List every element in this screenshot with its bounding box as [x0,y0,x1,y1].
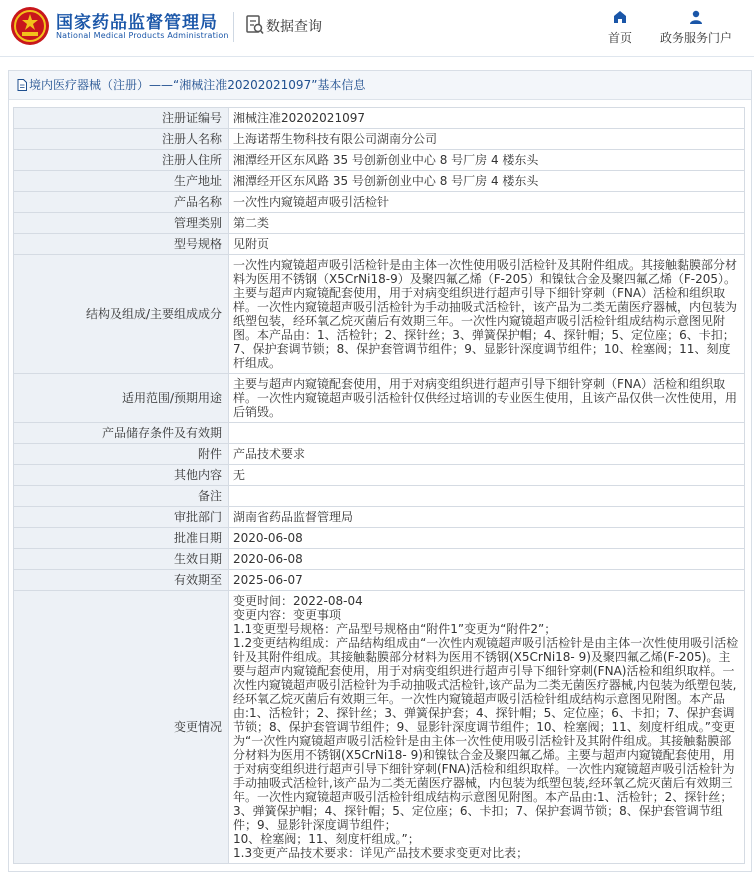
site-header [0,0,754,57]
table-row [14,423,745,444]
table-row [14,108,745,129]
table-row [14,465,745,486]
table-row [14,507,745,528]
field-label: 生产地址 [14,171,229,192]
field-label: 备注 [14,486,229,507]
breadcrumb-text: 境内医疗器械（注册）——“湘械注准20202021097”基本信息 [29,78,366,92]
header-divider [233,12,234,42]
field-value: 2025-06-07 [229,570,745,591]
nav-gov-portal[interactable] [658,9,734,46]
field-label: 适用范围/预期用途 [14,374,229,423]
field-value: 变更时间：2022-08-04 变更内容：变更事项 1.1变更型号规格：产品型号规格由“附件1”变更为“附件2”； 1.2变更结构组成：产品结构组成由“一次性内观镜超声吸引活检针是由主体一次性使用吸引活检针及其附件组成。其接触黏膜部分材料为医用不锈钢(X5CrNi18- 9)及聚四氟乙烯(F-205)。主要与超声内窥镜配套使用，用于对病变组织进行超声引导下细针穿刺(FNA)活检和组织取样。一次性内窥镜超声吸引活检针为手动抽吸式活检针,该产品为二类无菌医疗器械,内包装为纸塑包装,经环氧乙烷灭菌后有效期三年。一次性内窥镜超声吸引活检针组成结构示意图见附图。本产品由:1、活检针；2、探针丝；3、弹簧保护套；4、探针帽；5、定位座；6、卡扣；7、保护套调节锁；8、保护套管调节组件；9、显影针深度调节组件；10、栓塞阀；11、刻度杆组成。”变更为“一次性内窥镜超声吸引活检针是由主体一次性使用吸引活检针及其附件组成。其接触黏膜部分材料为医用不锈钢(X5CrNi18- 9)和镍钛合金及聚四氟乙烯。主要与超声内窥镜配套使用，用于对病变组织进行超声引导下细针穿刺(FNA)活检和组织取样。一次性内窥镜超声吸引活检针为手动抽吸式活检针,该产品为二类无菌医疗器械，内包装为纸塑包装,经环氧乙烷灭菌后有效期三年。一次性内窥镜超声吸引活检针组成结构示意图见附图。本产品由:1、活检针；2、探针丝；3、弹簧保护帽；4、探针帽；5、定位座；6、卡扣；7、保护套调节锁；8、保护套管调节组件；9、显影针深度调节组件； 10、栓塞阀；11、刻度杆组成。”； 1.3变更产品技术要求：详见产品技术要求变更对比表； [229,591,745,864]
field-label: 审批部门 [14,507,229,528]
table-row [14,570,745,591]
nav-home-label: 首页 [607,31,632,45]
field-label: 结构及组成/主要组成成分 [14,255,229,374]
field-label: 注册人住所 [14,150,229,171]
table-row [14,234,745,255]
field-value: 2020-06-08 [229,528,745,549]
field-value: 产品技术要求 [229,444,745,465]
table-row [14,374,745,423]
field-label: 管理类别 [14,213,229,234]
field-value: 第二类 [229,213,745,234]
table-row [14,255,745,374]
site-subtitle: National Medical Products Administration [56,31,229,40]
field-value: 湘潭经开区东风路 35 号创新创业中心 8 号厂房 4 楼东头 [229,171,745,192]
field-value: 湘潭经开区东风路 35 号创新创业中心 8 号厂房 4 楼东头 [229,150,745,171]
field-label: 有效期至 [14,570,229,591]
field-label: 注册证编号 [14,108,229,129]
breadcrumb [9,71,751,100]
field-value: 一次性内窥镜超声吸引活检针 [229,192,745,213]
field-label: 型号规格 [14,234,229,255]
table-row [14,213,745,234]
field-label: 产品储存条件及有效期 [14,423,229,444]
data-query-label[interactable]: 数据查询 [266,19,322,35]
field-value: 湘械注准20202021097 [229,108,745,129]
field-value: 无 [229,465,745,486]
data-query-icon[interactable] [246,15,264,35]
field-value: 2020-06-08 [229,549,745,570]
home-icon [612,9,628,25]
table-row [14,549,745,570]
site-title[interactable]: 国家药品监督管理局 [56,13,218,33]
table-row [14,129,745,150]
table-row [14,591,745,864]
field-value [229,486,745,507]
table-row [14,486,745,507]
table-row [14,192,745,213]
field-label: 生效日期 [14,549,229,570]
field-label: 附件 [14,444,229,465]
user-icon [688,9,704,25]
field-label: 变更情况 [14,591,229,864]
nav-gov-label: 政务服务门户 [659,31,732,45]
field-value: 见附页 [229,234,745,255]
table-row [14,528,745,549]
table-row [14,171,745,192]
table-row [14,150,745,171]
document-icon [17,79,27,91]
field-label: 批准日期 [14,528,229,549]
detail-panel [8,70,752,872]
national-emblem-icon[interactable] [10,6,50,46]
device-info-table [13,107,745,864]
field-value: 湖南省药品监督管理局 [229,507,745,528]
field-value: 主要与超声内窥镜配套使用，用于对病变组织进行超声引导下细针穿刺（FNA）活检和组织取样。一次性内窥镜超声吸引活检针仅供经过培训的专业医生使用，且该产品仅供一次性使用，用后销毁。 [229,374,745,423]
field-value: 上海诺帮生物科技有限公司湖南分公司 [229,129,745,150]
field-value: 一次性内窥镜超声吸引活检针是由主体一次性使用吸引活检针及其附件组成。其接触黏膜部分材料为医用不锈钢（X5CrNi18-9）及聚四氟乙烯（F-205）和镍钛合金及聚四氟乙烯（F-205）。主要与超声内窥镜配套使用，用于对病变组织进行超声引导下细针穿刺（FNA）活检和组织取样。一次性内窥镜超声吸引活检针为手动抽吸式活检针，该产品为二类无菌医疗器械，内包装为纸塑包装，经环氧乙烷灭菌后有效期三年。一次性内窥镜超声吸引活检针组成结构示意图见附图。本产品由：1、活检针；2、探针丝；3、弹簧保护帽；4、探针帽；5、定位座；6、卡扣；7、保护套调节锁；8、保护套管调节组件；9、显影针深度调节组件；10、栓塞阀；11、刻度杆组成。 [229,255,745,374]
field-label: 其他内容 [14,465,229,486]
table-row [14,444,745,465]
field-label: 产品名称 [14,192,229,213]
nav-home[interactable] [604,9,636,46]
field-label: 注册人名称 [14,129,229,150]
field-value [229,423,745,444]
